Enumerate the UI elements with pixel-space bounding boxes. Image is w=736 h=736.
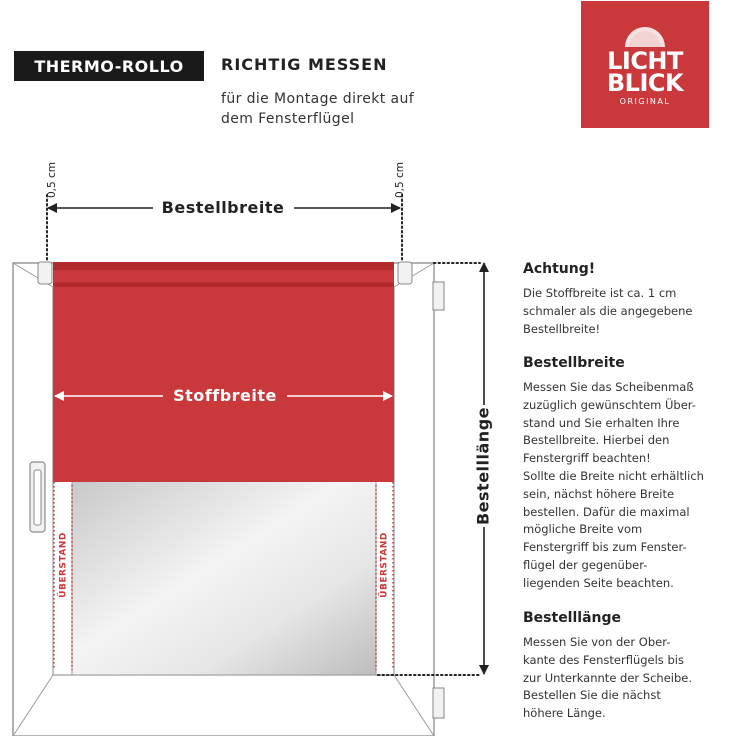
note-order-width-body: Messen Sie das Scheibenmaß zuzüglich gewünschtem Über- stand und Sie erhalten Ihre Bestellbreite. Hierbei den Fenstergriff beachten! Sollte die Breite nicht erhältlich sein, nächst höhere Breite bestellen. Dafür die maximal mögliche Breite vom Fenstergriff bis zum Fenster- flügel der gegenüber- liegenden Seite beachten. <box>523 380 704 590</box>
order-width-label: Bestellbreite <box>161 198 285 217</box>
logo-text-line2: BLICK <box>606 69 684 97</box>
logo-text-line3: ORIGINAL <box>619 97 671 106</box>
window-handle-icon <box>30 462 45 532</box>
page-title: RICHTIG MESSEN <box>221 55 388 74</box>
overhang-label-right: ÜBERSTAND <box>379 532 390 598</box>
overhang-measure-left: 0,5 cm <box>46 161 58 199</box>
note-order-width-heading: Bestellbreite <box>523 355 625 371</box>
note-order-length-heading: Bestelllänge <box>523 610 622 626</box>
order-length-label: Bestelllänge <box>473 406 493 526</box>
logo-text-line1: LICHT <box>607 47 683 75</box>
note-attention-body: Die Stoffbreite ist ca. 1 cm schmaler als die angegebene Bestellbreite! <box>523 286 693 336</box>
thermo-blind <box>53 262 394 482</box>
subtitle-line-2: dem Fensterflügel <box>221 111 355 127</box>
note-attention <box>523 261 728 338</box>
note-order-width <box>523 355 728 593</box>
note-order-length <box>523 610 728 723</box>
fabric-width-label: Stoffbreite <box>173 386 277 405</box>
product-label: THERMO-ROLLO <box>14 51 204 81</box>
note-order-length-body: Messen Sie von der Ober- kante des Fensterflügels bis zur Unterkannte der Scheibe. Bestellen Sie die nächst höhere Länge. <box>523 635 693 721</box>
note-attention-heading: Achtung! <box>523 261 596 277</box>
overhang-measure-right: 0,5 cm <box>394 161 406 199</box>
glass-pane <box>72 480 376 675</box>
subtitle-line-1: für die Montage direkt auf <box>221 91 415 107</box>
overhang-label-left: ÜBERSTAND <box>58 532 69 598</box>
